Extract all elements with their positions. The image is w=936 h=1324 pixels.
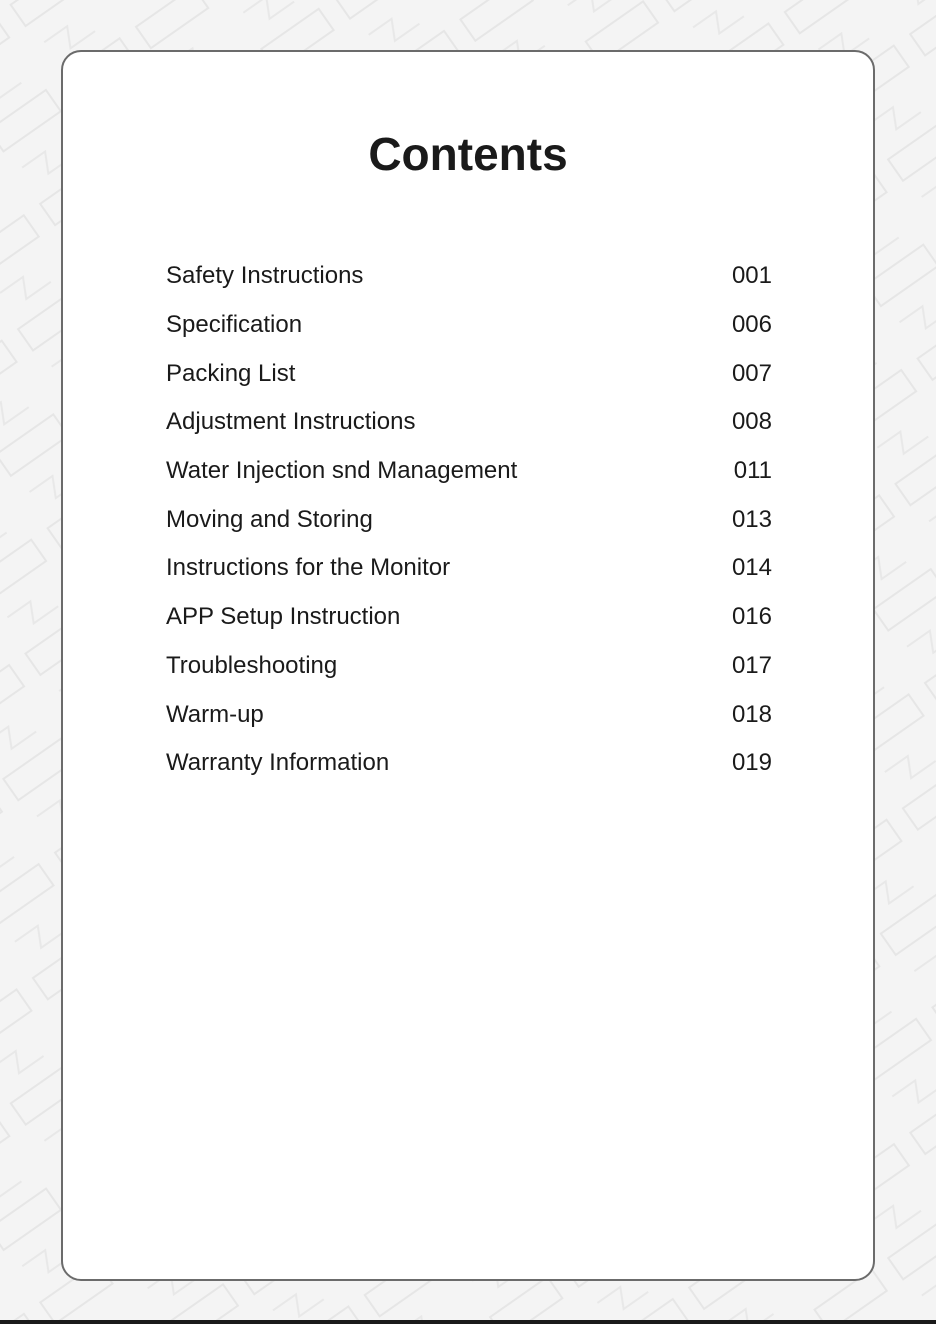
- toc-entry-page: 011: [733, 457, 772, 485]
- toc-entry[interactable]: [166, 495, 772, 544]
- toc-entry-page: 001: [731, 262, 772, 290]
- toc-entry-page: 008: [731, 408, 772, 436]
- toc-entry-page: 018: [731, 700, 772, 728]
- toc-entry-page: 017: [731, 651, 772, 679]
- toc-entry[interactable]: [166, 642, 772, 691]
- toc-entry-page: 014: [731, 554, 772, 582]
- toc-entry-label: APP Setup Instruction: [166, 603, 401, 631]
- toc-entry-label: Specification: [166, 311, 303, 339]
- toc-entry-page: 006: [731, 311, 772, 339]
- toc-entry[interactable]: [166, 544, 772, 593]
- toc-entry-label: Safety Instructions: [166, 262, 364, 290]
- toc-entry-label: Instructions for the Monitor: [166, 554, 451, 582]
- toc-entry[interactable]: [166, 252, 772, 301]
- page-title: Contents: [368, 128, 568, 180]
- toc-entry-label: Troubleshooting: [166, 651, 338, 679]
- toc-entry-label: Warranty Information: [166, 749, 390, 777]
- toc-entry-page: 007: [731, 359, 772, 387]
- toc-entry-label: Moving and Storing: [166, 505, 373, 533]
- contents-panel: [61, 50, 875, 1281]
- toc-entry[interactable]: [166, 690, 772, 739]
- toc-entry[interactable]: [166, 593, 772, 642]
- toc-entry-page: 016: [731, 603, 772, 631]
- toc-entry[interactable]: [166, 447, 772, 496]
- toc-entry[interactable]: [166, 398, 772, 447]
- toc-entry[interactable]: [166, 301, 772, 350]
- toc-entry-page: 013: [731, 505, 772, 533]
- table-of-contents: [166, 252, 772, 788]
- toc-entry-label: Packing List: [166, 359, 296, 387]
- toc-entry[interactable]: [166, 739, 772, 788]
- toc-entry[interactable]: [166, 349, 772, 398]
- toc-entry-label: Warm-up: [166, 700, 264, 728]
- toc-entry-label: Water Injection snd Management: [166, 457, 518, 485]
- toc-entry-label: Adjustment Instructions: [166, 408, 416, 436]
- page-bottom-rule: [0, 1320, 936, 1324]
- toc-entry-page: 019: [731, 749, 772, 777]
